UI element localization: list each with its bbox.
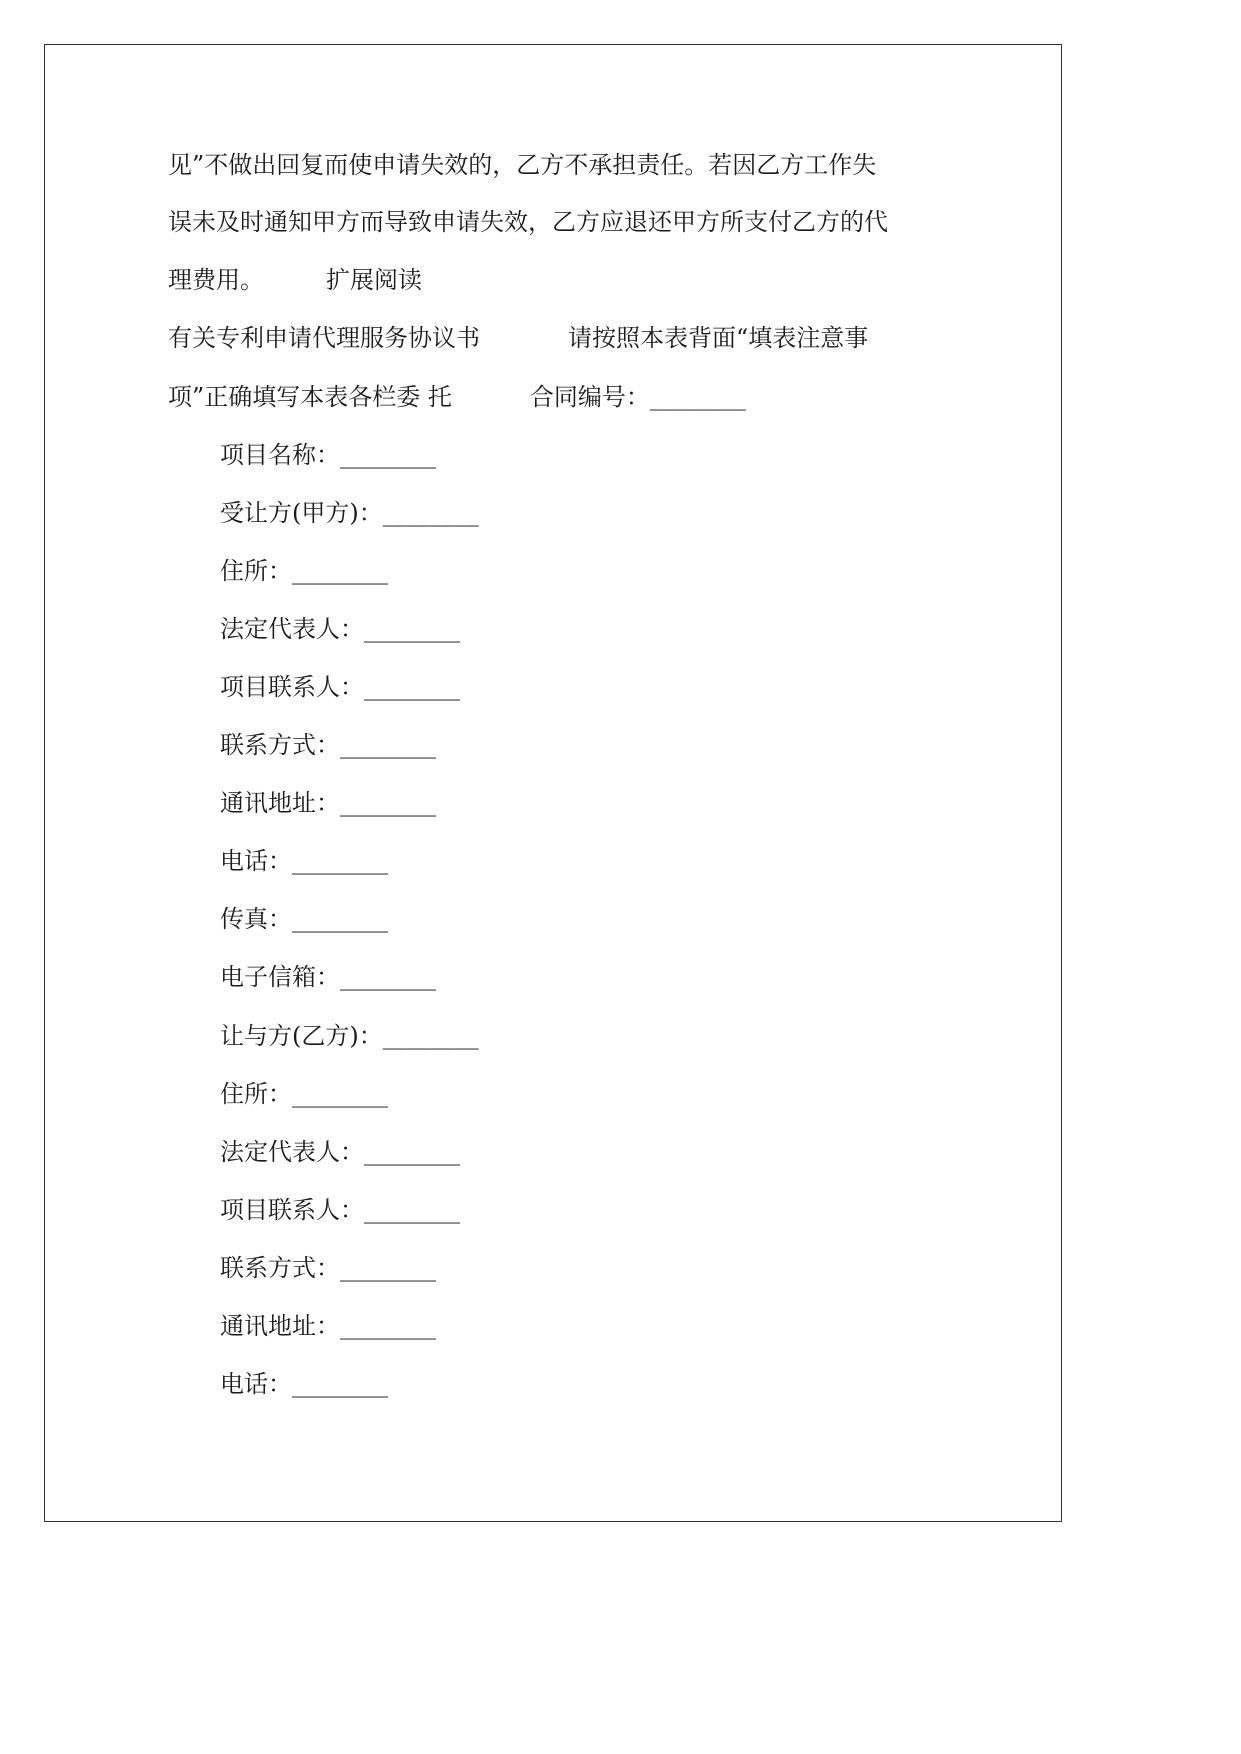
project-name-field: 项目名称：________ — [220, 441, 436, 469]
fax-field: 传真：________ — [220, 905, 388, 933]
address-field: 住所：________ — [220, 557, 388, 585]
phone-field: 电话：________ — [220, 1370, 388, 1398]
legal-representative-field: 法定代表人：________ — [220, 615, 460, 643]
contact-method-field: 联系方式：________ — [220, 731, 436, 759]
paragraph-line-end: 理费用。 — [168, 266, 264, 294]
extended-reading-label: 扩展阅读 — [326, 266, 422, 294]
heading-line — [168, 323, 868, 353]
paragraph-line: 见”不做出回复而使申请失效的，乙方不承担责任。若因乙方工作失 — [168, 151, 877, 179]
instruction-text: 项”正确填写本表各栏委 托 — [168, 383, 452, 411]
document-title: 有关专利申请代理服务协议书 — [168, 324, 480, 352]
mailing-address-field: 通讯地址：________ — [220, 1312, 436, 1340]
paragraph-line: 误未及时通知甲方而导致申请失效，乙方应退还甲方所支付乙方的代 — [168, 208, 888, 236]
contact-method-field: 联系方式：________ — [220, 1254, 436, 1282]
address-field: 住所：________ — [220, 1080, 388, 1108]
transferor-field: 让与方(乙方)：________ — [220, 1022, 479, 1050]
transferee-field: 受让方(甲方)：________ — [220, 499, 479, 527]
email-field: 电子信箱：________ — [220, 963, 436, 991]
legal-representative-field: 法定代表人：________ — [220, 1138, 460, 1166]
heading-line — [168, 382, 746, 412]
phone-field: 电话：________ — [220, 847, 388, 875]
project-contact-field: 项目联系人：________ — [220, 1196, 460, 1224]
mailing-address-field: 通讯地址：________ — [220, 789, 436, 817]
paragraph-line — [168, 265, 422, 295]
project-contact-field: 项目联系人：________ — [220, 673, 460, 701]
contract-number-field: 合同编号：________ — [529, 383, 746, 411]
instruction-text: 请按照本表背面“填表注意事 — [568, 324, 869, 352]
